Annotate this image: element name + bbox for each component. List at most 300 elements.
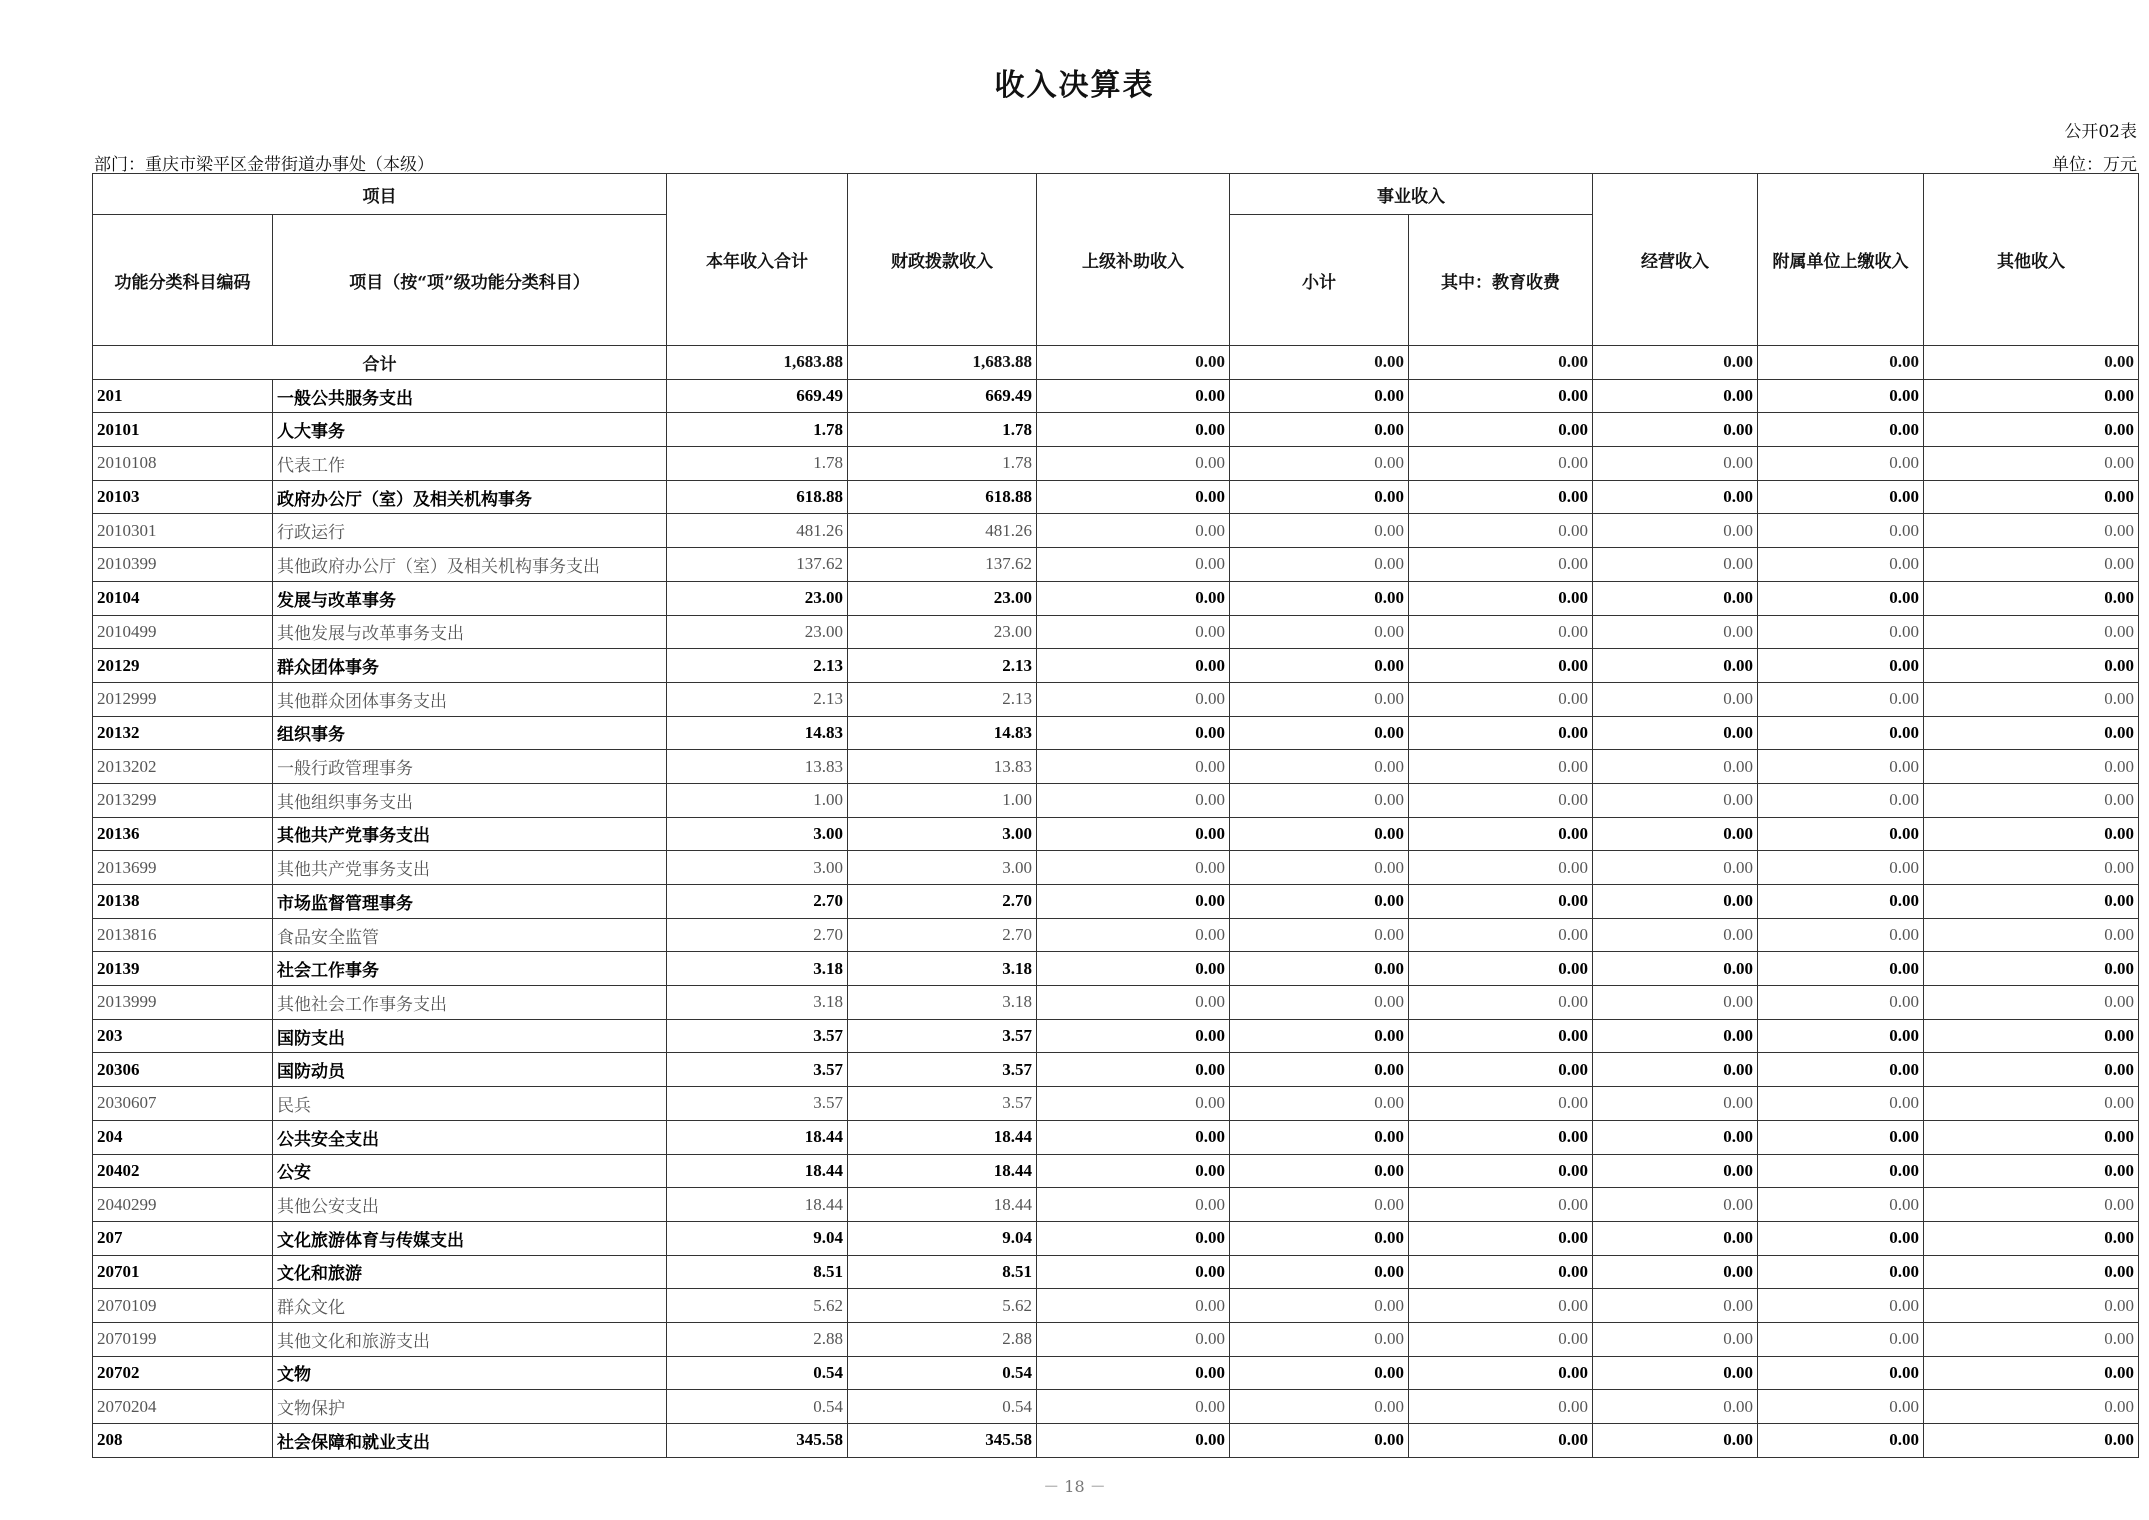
total-value: 1,683.88 [667,346,848,380]
row-value: 0.00 [1409,1322,1593,1356]
row-value: 0.00 [1230,1019,1409,1053]
row-value: 0.00 [1758,817,1924,851]
row-value: 0.00 [1037,413,1230,447]
row-value: 0.00 [1758,1390,1924,1424]
row-value: 1.78 [667,447,848,481]
row-code: 2013699 [93,851,273,885]
total-value: 0.00 [1924,346,2139,380]
row-value: 0.00 [1758,1322,1924,1356]
row-value: 0.00 [1037,1289,1230,1323]
row-code: 2012999 [93,682,273,716]
row-value: 23.00 [667,615,848,649]
row-value: 481.26 [848,514,1037,548]
row-value: 0.00 [1230,480,1409,514]
row-value: 0.00 [1593,480,1758,514]
total-value: 0.00 [1593,346,1758,380]
total-value: 0.00 [1758,346,1924,380]
row-value: 0.00 [1593,1120,1758,1154]
row-value: 0.00 [1037,952,1230,986]
row-name: 群众文化 [273,1289,667,1323]
row-value: 0.00 [1409,480,1593,514]
row-value: 0.00 [1409,952,1593,986]
row-value: 0.00 [1924,581,2139,615]
row-value: 0.00 [1758,1154,1924,1188]
row-value: 0.00 [1593,413,1758,447]
row-value: 23.00 [848,615,1037,649]
table-row [93,615,2139,649]
row-value: 0.00 [1593,1087,1758,1121]
row-value: 0.00 [1593,1255,1758,1289]
row-value: 0.00 [1924,1390,2139,1424]
row-value: 0.00 [1409,817,1593,851]
row-value: 0.00 [1409,1356,1593,1390]
row-value: 0.00 [1593,581,1758,615]
row-value: 0.00 [1409,1255,1593,1289]
row-value: 5.62 [667,1289,848,1323]
row-value: 0.00 [1924,1087,2139,1121]
row-value: 0.00 [1924,952,2139,986]
row-code: 20306 [93,1053,273,1087]
row-value: 1.78 [848,413,1037,447]
row-value: 0.54 [848,1356,1037,1390]
row-value: 0.00 [1037,1390,1230,1424]
header-affiliated: 附属单位上缴收入 [1758,174,1924,346]
row-value: 0.00 [1758,682,1924,716]
row-value: 0.00 [1409,649,1593,683]
row-value: 0.00 [1409,1053,1593,1087]
row-code: 20139 [93,952,273,986]
row-name: 其他共产党事务支出 [273,817,667,851]
row-value: 3.18 [848,952,1037,986]
header-business-income: 事业收入 [1230,174,1593,215]
row-name: 其他发展与改革事务支出 [273,615,667,649]
row-value: 8.51 [667,1255,848,1289]
row-value: 0.00 [1758,885,1924,919]
total-value: 0.00 [1037,346,1230,380]
table-row [93,952,2139,986]
row-value: 0.00 [1037,379,1230,413]
header-operating: 经营收入 [1593,174,1758,346]
row-value: 0.00 [1593,514,1758,548]
department-label: 部门：重庆市梁平区金带街道办事处（本级） [94,155,434,175]
row-name: 一般行政管理事务 [273,750,667,784]
row-value: 0.00 [1593,379,1758,413]
row-value: 0.00 [1924,682,2139,716]
table-row [93,1053,2139,1087]
row-code: 201 [93,379,273,413]
row-value: 0.00 [1758,952,1924,986]
row-name: 其他文化和旅游支出 [273,1322,667,1356]
table-row [93,447,2139,481]
row-value: 0.00 [1758,1087,1924,1121]
row-value: 0.00 [1230,817,1409,851]
row-value: 0.00 [1593,1053,1758,1087]
row-name: 其他群众团体事务支出 [273,682,667,716]
row-code: 20101 [93,413,273,447]
row-value: 3.57 [848,1087,1037,1121]
row-name: 一般公共服务支出 [273,379,667,413]
row-value: 0.00 [1037,1087,1230,1121]
row-code: 204 [93,1120,273,1154]
table-row [93,413,2139,447]
row-value: 137.62 [848,548,1037,582]
table-row [93,1120,2139,1154]
row-value: 0.00 [1409,447,1593,481]
row-value: 18.44 [667,1188,848,1222]
row-value: 0.00 [1037,581,1230,615]
row-value: 0.00 [1230,1221,1409,1255]
row-name: 发展与改革事务 [273,581,667,615]
table-row [93,750,2139,784]
table-row [93,1255,2139,1289]
row-value: 3.00 [667,817,848,851]
row-name: 社会保障和就业支出 [273,1424,667,1458]
row-value: 1.00 [667,783,848,817]
row-value: 2.70 [667,918,848,952]
row-value: 0.00 [1409,514,1593,548]
row-value: 0.00 [1758,1053,1924,1087]
page-number: － 18 － [1043,1477,1106,1496]
total-row [93,346,2139,380]
row-value: 0.00 [1758,986,1924,1020]
row-value: 0.00 [1924,1255,2139,1289]
income-table [92,173,2139,1458]
row-value: 0.00 [1593,1154,1758,1188]
header-education-fee: 其中：教育收费 [1409,215,1593,346]
row-value: 0.00 [1037,885,1230,919]
table-row [93,1289,2139,1323]
row-value: 0.00 [1758,1255,1924,1289]
row-value: 0.00 [1409,1390,1593,1424]
row-value: 0.00 [1230,1188,1409,1222]
row-value: 345.58 [667,1424,848,1458]
row-name: 群众团体事务 [273,649,667,683]
row-code: 203 [93,1019,273,1053]
row-value: 0.00 [1409,548,1593,582]
row-value: 0.00 [1037,1255,1230,1289]
row-value: 0.00 [1758,1188,1924,1222]
row-name: 公共安全支出 [273,1120,667,1154]
row-value: 0.00 [1593,1221,1758,1255]
row-value: 0.00 [1593,1188,1758,1222]
row-value: 0.00 [1230,1356,1409,1390]
row-value: 2.88 [848,1322,1037,1356]
row-value: 0.54 [667,1390,848,1424]
row-value: 3.18 [667,952,848,986]
row-code: 2010301 [93,514,273,548]
row-value: 0.00 [1593,986,1758,1020]
row-value: 0.00 [1924,817,2139,851]
table-row [93,716,2139,750]
form-number: 公开02表 [2064,122,2137,142]
table-row [93,1019,2139,1053]
row-value: 1.78 [667,413,848,447]
row-value: 0.00 [1409,1087,1593,1121]
row-value: 0.00 [1409,986,1593,1020]
row-value: 2.13 [848,682,1037,716]
row-value: 2.13 [848,649,1037,683]
table-row [93,379,2139,413]
row-value: 0.00 [1758,716,1924,750]
table-row [93,1221,2139,1255]
row-value: 0.00 [1037,514,1230,548]
row-value: 3.18 [848,986,1037,1020]
row-value: 0.00 [1924,1053,2139,1087]
row-value: 669.49 [848,379,1037,413]
row-code: 2013202 [93,750,273,784]
row-code: 2013816 [93,918,273,952]
row-value: 2.70 [848,885,1037,919]
table-row [93,514,2139,548]
row-value: 3.18 [667,986,848,1020]
row-value: 0.00 [1758,1289,1924,1323]
row-value: 0.00 [1758,413,1924,447]
row-value: 0.00 [1037,817,1230,851]
row-name: 其他政府办公厅（室）及相关机构事务支出 [273,548,667,582]
row-value: 0.00 [1924,548,2139,582]
table-row [93,1188,2139,1222]
header-other: 其他收入 [1924,174,2139,346]
row-value: 0.00 [1409,1221,1593,1255]
table-row [93,682,2139,716]
row-value: 3.57 [848,1053,1037,1087]
row-code: 207 [93,1221,273,1255]
row-value: 0.00 [1593,682,1758,716]
row-value: 0.00 [1230,615,1409,649]
row-value: 0.00 [1593,952,1758,986]
row-code: 20136 [93,817,273,851]
table-row [93,1154,2139,1188]
table-row [93,480,2139,514]
row-value: 0.00 [1924,514,2139,548]
row-name: 其他共产党事务支出 [273,851,667,885]
row-name: 国防支出 [273,1019,667,1053]
row-value: 0.00 [1758,447,1924,481]
row-value: 3.00 [848,851,1037,885]
table-row [93,581,2139,615]
row-value: 3.57 [667,1019,848,1053]
table-row [93,851,2139,885]
row-value: 0.00 [1924,379,2139,413]
header-superior-subsidy: 上级补助收入 [1037,174,1230,346]
row-value: 3.57 [667,1053,848,1087]
row-value: 23.00 [848,581,1037,615]
row-value: 0.00 [1924,1221,2139,1255]
row-value: 0.00 [1037,1053,1230,1087]
row-value: 0.00 [1230,918,1409,952]
row-value: 0.00 [1593,918,1758,952]
table-row [93,1322,2139,1356]
row-value: 0.00 [1409,682,1593,716]
table-row [93,783,2139,817]
row-value: 0.00 [1758,615,1924,649]
row-value: 0.00 [1230,851,1409,885]
row-value: 0.54 [667,1356,848,1390]
row-value: 14.83 [667,716,848,750]
row-value: 0.00 [1758,1221,1924,1255]
row-value: 0.00 [1758,750,1924,784]
row-value: 0.00 [1037,1322,1230,1356]
row-value: 0.00 [1037,783,1230,817]
row-code: 20701 [93,1255,273,1289]
row-value: 0.00 [1409,918,1593,952]
row-value: 0.00 [1409,1424,1593,1458]
row-name: 食品安全监管 [273,918,667,952]
row-value: 0.00 [1230,379,1409,413]
row-value: 0.00 [1037,1356,1230,1390]
row-code: 20104 [93,581,273,615]
row-value: 18.44 [848,1154,1037,1188]
row-value: 0.00 [1037,682,1230,716]
row-value: 0.00 [1758,1019,1924,1053]
row-code: 20138 [93,885,273,919]
header-fiscal: 财政拨款收入 [848,174,1037,346]
unit-label: 单位：万元 [2052,155,2137,175]
row-code: 208 [93,1424,273,1458]
row-value: 0.00 [1593,783,1758,817]
row-name: 民兵 [273,1087,667,1121]
row-value: 0.00 [1758,918,1924,952]
row-value: 0.00 [1230,1087,1409,1121]
row-value: 0.00 [1037,1188,1230,1222]
row-value: 0.00 [1409,716,1593,750]
row-name: 代表工作 [273,447,667,481]
header-item: 项目 [93,174,667,215]
row-value: 0.00 [1409,1019,1593,1053]
row-value: 0.00 [1593,1289,1758,1323]
row-name: 行政运行 [273,514,667,548]
row-name: 政府办公厅（室）及相关机构事务 [273,480,667,514]
row-value: 0.54 [848,1390,1037,1424]
row-value: 0.00 [1230,750,1409,784]
row-value: 0.00 [1230,952,1409,986]
row-value: 0.00 [1924,1322,2139,1356]
row-value: 0.00 [1037,548,1230,582]
row-value: 0.00 [1409,783,1593,817]
row-value: 3.57 [848,1019,1037,1053]
row-value: 0.00 [1924,413,2139,447]
row-value: 0.00 [1924,1188,2139,1222]
row-name: 人大事务 [273,413,667,447]
row-value: 0.00 [1230,1390,1409,1424]
row-value: 0.00 [1230,1424,1409,1458]
row-code: 2070204 [93,1390,273,1424]
row-value: 0.00 [1409,1188,1593,1222]
row-value: 0.00 [1758,1356,1924,1390]
page-title: 收入决算表 [994,68,1155,103]
row-value: 0.00 [1230,649,1409,683]
row-code: 2013999 [93,986,273,1020]
row-value: 0.00 [1593,885,1758,919]
row-value: 3.00 [848,817,1037,851]
table-row [93,1390,2139,1424]
row-value: 0.00 [1924,1019,2139,1053]
row-value: 18.44 [848,1120,1037,1154]
row-value: 0.00 [1593,817,1758,851]
row-value: 0.00 [1230,447,1409,481]
row-value: 669.49 [667,379,848,413]
row-code: 20402 [93,1154,273,1188]
row-value: 0.00 [1037,1120,1230,1154]
row-name: 社会工作事务 [273,952,667,986]
row-value: 18.44 [667,1154,848,1188]
header-name: 项目（按“项”级功能分类科目） [273,215,667,346]
table-row [93,918,2139,952]
row-value: 0.00 [1037,750,1230,784]
row-value: 0.00 [1924,1289,2139,1323]
row-value: 0.00 [1409,1120,1593,1154]
row-value: 0.00 [1593,1322,1758,1356]
table-row [93,817,2139,851]
row-value: 0.00 [1230,716,1409,750]
row-value: 2.13 [667,682,848,716]
row-value: 0.00 [1230,1322,1409,1356]
row-value: 618.88 [667,480,848,514]
row-value: 18.44 [667,1120,848,1154]
row-value: 0.00 [1593,750,1758,784]
header-code: 功能分类科目编码 [93,215,273,346]
row-value: 0.00 [1758,379,1924,413]
row-value: 0.00 [1230,514,1409,548]
row-value: 0.00 [1037,986,1230,1020]
row-value: 3.00 [667,851,848,885]
row-value: 13.83 [848,750,1037,784]
row-value: 0.00 [1924,885,2139,919]
row-value: 618.88 [848,480,1037,514]
row-value: 0.00 [1593,548,1758,582]
row-value: 5.62 [848,1289,1037,1323]
row-code: 2010499 [93,615,273,649]
table-row [93,1087,2139,1121]
row-code: 20132 [93,716,273,750]
row-value: 0.00 [1924,986,2139,1020]
row-code: 2010399 [93,548,273,582]
row-value: 0.00 [1409,581,1593,615]
row-value: 0.00 [1593,1390,1758,1424]
row-value: 0.00 [1924,615,2139,649]
row-value: 2.70 [848,918,1037,952]
row-name: 国防动员 [273,1053,667,1087]
row-name: 市场监督管理事务 [273,885,667,919]
row-value: 0.00 [1037,1221,1230,1255]
row-value: 0.00 [1593,1019,1758,1053]
row-value: 0.00 [1409,885,1593,919]
row-value: 18.44 [848,1188,1037,1222]
row-value: 0.00 [1924,750,2139,784]
row-name: 文物 [273,1356,667,1390]
row-value: 14.83 [848,716,1037,750]
row-value: 0.00 [1037,480,1230,514]
row-value: 137.62 [667,548,848,582]
row-name: 文化旅游体育与传媒支出 [273,1221,667,1255]
row-value: 0.00 [1230,1053,1409,1087]
total-value: 0.00 [1230,346,1409,380]
row-code: 20129 [93,649,273,683]
row-value: 0.00 [1230,682,1409,716]
row-value: 0.00 [1230,885,1409,919]
row-value: 1.78 [848,447,1037,481]
row-value: 0.00 [1230,548,1409,582]
row-value: 0.00 [1037,1154,1230,1188]
row-value: 9.04 [848,1221,1037,1255]
row-value: 0.00 [1924,1424,2139,1458]
row-value: 0.00 [1924,918,2139,952]
row-value: 8.51 [848,1255,1037,1289]
row-value: 0.00 [1230,1154,1409,1188]
row-code: 2070109 [93,1289,273,1323]
row-value: 0.00 [1409,851,1593,885]
row-value: 0.00 [1037,1424,1230,1458]
